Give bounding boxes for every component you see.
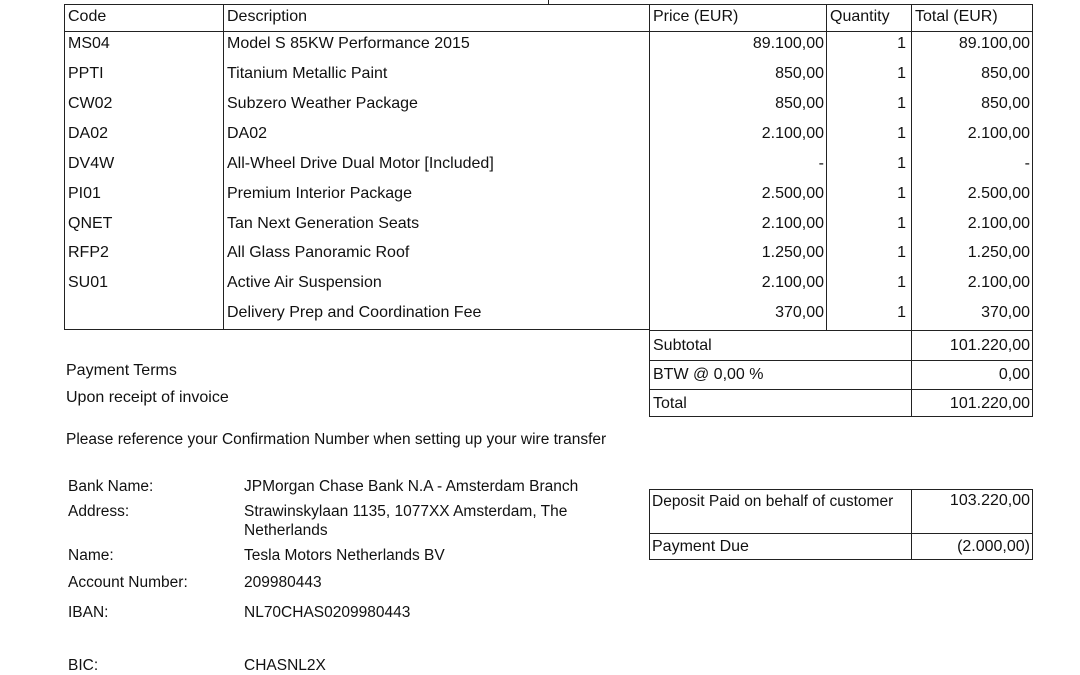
- total-cell: 2.500,00: [967, 185, 1030, 202]
- price-cell: 850,00: [775, 95, 824, 112]
- account-name: Tesla Motors Netherlands BV: [244, 547, 445, 564]
- code-cell: RFP2: [68, 244, 109, 261]
- total-cell: -: [1024, 155, 1030, 172]
- btw-value: 0,00: [998, 366, 1030, 383]
- iban-label: IBAN:: [68, 604, 109, 621]
- total-cell: 370,00: [981, 304, 1030, 321]
- code-cell: SU01: [68, 274, 109, 291]
- bank-name-label: Bank Name:: [68, 478, 154, 495]
- header-description: Description: [227, 8, 308, 25]
- price-cell: -: [818, 155, 824, 172]
- header-total: Total (EUR): [915, 8, 998, 25]
- btw-label: BTW @ 0,00 %: [653, 366, 764, 383]
- code-cell: MS04: [68, 35, 110, 52]
- subtotal-value: 101.220,00: [949, 337, 1030, 354]
- code-cell: QNET: [68, 215, 113, 232]
- price-cell: 850,00: [775, 65, 824, 82]
- code-cell: CW02: [68, 95, 113, 112]
- quantity-cell: 1: [897, 304, 906, 321]
- total-cell: 2.100,00: [967, 215, 1030, 232]
- deposit-label: Deposit Paid on behalf of customer: [652, 493, 894, 510]
- price-cell: 2.500,00: [761, 185, 824, 202]
- header-price: Price (EUR): [653, 8, 739, 25]
- code-cell: PI01: [68, 185, 101, 202]
- quantity-cell: 1: [897, 215, 906, 232]
- payment-terms-label: Payment Terms: [66, 362, 177, 379]
- iban: NL70CHAS0209980443: [244, 604, 411, 621]
- reference-note: Please reference your Confirmation Number when setting up your wire transfer: [66, 431, 607, 448]
- deposit-value: 103.220,00: [949, 492, 1030, 509]
- price-cell: 2.100,00: [761, 274, 824, 291]
- account-number: 209980443: [244, 574, 322, 591]
- description-cell: Model S 85KW Performance 2015: [227, 35, 470, 52]
- price-cell: 370,00: [775, 304, 824, 321]
- address-label: Address:: [68, 503, 130, 520]
- description-cell: Active Air Suspension: [227, 274, 382, 291]
- total-cell: 89.100,00: [958, 35, 1030, 52]
- code-cell: DA02: [68, 125, 109, 142]
- total-cell: 850,00: [981, 65, 1030, 82]
- description-cell: All Glass Panoramic Roof: [227, 244, 410, 261]
- quantity-cell: 1: [897, 95, 906, 112]
- name-label: Name:: [68, 547, 114, 564]
- header-quantity: Quantity: [830, 8, 890, 25]
- quantity-cell: 1: [897, 65, 906, 82]
- total-cell: 1.250,00: [967, 244, 1030, 261]
- description-cell: Subzero Weather Package: [227, 95, 418, 112]
- total-cell: 2.100,00: [967, 274, 1030, 291]
- description-cell: Tan Next Generation Seats: [227, 215, 420, 232]
- code-cell: DV4W: [68, 155, 115, 172]
- price-cell: 89.100,00: [752, 35, 824, 52]
- description-cell: All-Wheel Drive Dual Motor [Included]: [227, 155, 494, 172]
- quantity-cell: 1: [897, 274, 906, 291]
- description-cell: Premium Interior Package: [227, 185, 412, 202]
- quantity-cell: 1: [897, 35, 906, 52]
- price-cell: 2.100,00: [761, 215, 824, 232]
- payment-terms-value: Upon receipt of invoice: [66, 389, 229, 406]
- payment-due-value: (2.000,00): [957, 538, 1030, 555]
- quantity-cell: 1: [897, 125, 906, 142]
- subtotal-label: Subtotal: [653, 337, 712, 354]
- header-code: Code: [68, 8, 107, 25]
- quantity-cell: 1: [897, 185, 906, 202]
- quantity-cell: 1: [897, 155, 906, 172]
- address: Strawinskylaan 1135, 1077XX Amsterdam, The Netherlands: [244, 503, 568, 539]
- bic: CHASNL2X: [244, 657, 326, 674]
- payment-due-label: Payment Due: [652, 538, 749, 555]
- price-cell: 2.100,00: [761, 125, 824, 142]
- account-number-label: Account Number:: [68, 574, 188, 591]
- description-cell: Delivery Prep and Coordination Fee: [227, 304, 482, 321]
- quantity-cell: 1: [897, 244, 906, 261]
- bic-label: BIC:: [68, 657, 99, 674]
- code-cell: PPTI: [68, 65, 104, 82]
- total-cell: 850,00: [981, 95, 1030, 112]
- total-label: Total: [653, 395, 687, 412]
- total-cell: 2.100,00: [967, 125, 1030, 142]
- bank-name: JPMorgan Chase Bank N.A - Amsterdam Branch: [244, 478, 579, 495]
- total-value: 101.220,00: [949, 395, 1030, 412]
- description-cell: Titanium Metallic Paint: [227, 65, 388, 82]
- price-cell: 1.250,00: [761, 244, 824, 261]
- description-cell: DA02: [227, 125, 268, 142]
